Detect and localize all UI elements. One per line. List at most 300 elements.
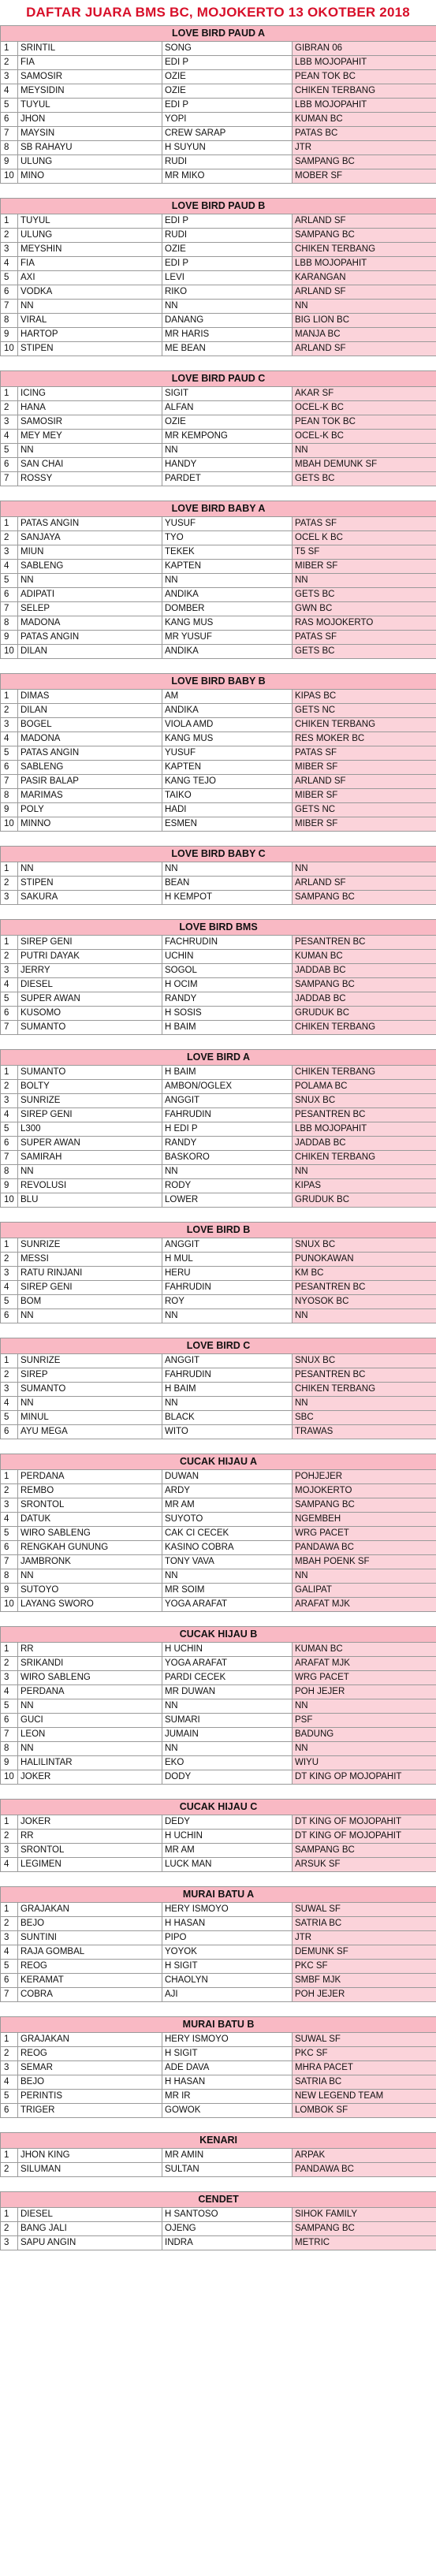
rank-cell: 6 [1, 588, 18, 602]
bird-name-cell: NN [18, 1397, 162, 1411]
owner-cell: H BAIM [162, 1021, 293, 1035]
bird-name-cell: PASIR BALAP [18, 775, 162, 789]
owner-cell: RIKO [162, 285, 293, 300]
team-cell: MIBER SF [293, 761, 436, 775]
owner-cell: H SOSIS [162, 1007, 293, 1021]
owner-cell: VIOLA AMD [162, 718, 293, 732]
team-cell: PSF [293, 1714, 436, 1728]
bird-name-cell: MEYSIDIN [18, 84, 162, 99]
rank-cell: 6 [1, 1007, 18, 1021]
team-cell: CHIKEN TERBANG [293, 718, 436, 732]
table-row [1, 2163, 436, 2177]
class-title: CUCAK HIJAU C [1, 1800, 436, 1815]
team-cell: GALIPAT [293, 1584, 436, 1598]
rank-cell: 5 [1, 1295, 18, 1309]
table-row [1, 1728, 436, 1742]
owner-cell: SIGIT [162, 387, 293, 401]
results-table [0, 1799, 436, 1872]
bird-name-cell: DIESEL [18, 978, 162, 992]
owner-cell: ESMEN [162, 817, 293, 832]
rank-cell: 1 [1, 2208, 18, 2222]
team-cell: NN [293, 1742, 436, 1756]
table-row [1, 1397, 436, 1411]
section-gap [0, 1323, 436, 1338]
team-cell: GWN BC [293, 602, 436, 616]
bird-name-cell: NN [18, 1742, 162, 1756]
rank-cell: 2 [1, 1368, 18, 1383]
rank-cell: 7 [1, 775, 18, 789]
table-row [1, 1066, 436, 1080]
team-cell: JTR [293, 1931, 436, 1945]
owner-cell: EDI P [162, 56, 293, 70]
table-row [1, 2033, 436, 2047]
owner-cell: SULTAN [162, 2163, 293, 2177]
table-row [1, 1425, 436, 1439]
rank-cell: 7 [1, 1151, 18, 1165]
rank-cell: 5 [1, 574, 18, 588]
bird-name-cell: GRAJAKAN [18, 2033, 162, 2047]
table-row [1, 214, 436, 229]
team-cell: RES MOKER BC [293, 732, 436, 746]
owner-cell: FACHRUDIN [162, 936, 293, 950]
team-cell: POLAMA BC [293, 1080, 436, 1094]
team-cell: ARPAK [293, 2149, 436, 2163]
rank-cell: 10 [1, 645, 18, 659]
rank-cell: 8 [1, 616, 18, 631]
results-table [0, 1886, 436, 2002]
team-cell: SAMPANG BC [293, 2222, 436, 2236]
bird-name-cell: JHON KING [18, 2149, 162, 2163]
bird-name-cell: BOM [18, 1295, 162, 1309]
bird-name-cell: TRIGER [18, 2104, 162, 2118]
table-row [1, 99, 436, 113]
table-row [1, 1903, 436, 1917]
rank-cell: 10 [1, 1193, 18, 1208]
table-row [1, 718, 436, 732]
results-table [0, 1222, 436, 1323]
rank-cell: 5 [1, 992, 18, 1007]
table-row [1, 746, 436, 761]
table-row [1, 704, 436, 718]
table-row [1, 2208, 436, 2222]
table-row [1, 1484, 436, 1498]
class-title: LOVE BIRD BABY C [1, 847, 436, 862]
rank-cell: 6 [1, 1714, 18, 1728]
team-cell: RAS MOJOKERTO [293, 616, 436, 631]
table-row [1, 1122, 436, 1137]
bird-name-cell: ULUNG [18, 155, 162, 169]
section-gap [0, 2118, 436, 2132]
owner-cell: RUDI [162, 229, 293, 243]
table-row [1, 789, 436, 803]
bird-name-cell: JOKER [18, 1770, 162, 1785]
results-table [0, 1626, 436, 1785]
team-cell: PESANTREN BC [293, 1108, 436, 1122]
table-row [1, 950, 436, 964]
rank-cell: 10 [1, 169, 18, 184]
owner-cell: H HASAN [162, 2075, 293, 2090]
owner-cell: ROY [162, 1295, 293, 1309]
rank-cell: 6 [1, 113, 18, 127]
rank-cell: 9 [1, 1756, 18, 1770]
owner-cell: H HASAN [162, 1917, 293, 1931]
rank-cell: 7 [1, 127, 18, 141]
rank-cell: 2 [1, 1253, 18, 1267]
owner-cell: H UCHIN [162, 1643, 293, 1657]
team-cell: LBB MOJOPAHIT [293, 56, 436, 70]
bird-name-cell: MINNO [18, 817, 162, 832]
table-row [1, 257, 436, 271]
bird-name-cell: COBRA [18, 1988, 162, 2002]
table-row [1, 1498, 436, 1513]
table-row [1, 169, 436, 184]
class-header [1, 2192, 436, 2208]
team-cell: NN [293, 444, 436, 458]
bird-name-cell: ADIPATI [18, 588, 162, 602]
team-cell: NN [293, 1165, 436, 1179]
team-cell: WRG PACET [293, 1527, 436, 1541]
table-row [1, 1742, 436, 1756]
section-gap [0, 659, 436, 673]
table-row [1, 285, 436, 300]
team-cell: OCEL K BC [293, 531, 436, 545]
owner-cell: DEDY [162, 1815, 293, 1830]
owner-cell: H BAIM [162, 1383, 293, 1397]
class-header [1, 1800, 436, 1815]
team-cell: SAMPANG BC [293, 978, 436, 992]
rank-cell: 10 [1, 342, 18, 356]
owner-cell: OZIE [162, 243, 293, 257]
table-row [1, 1165, 436, 1179]
owner-cell: KAPTEN [162, 761, 293, 775]
bird-name-cell: NN [18, 574, 162, 588]
team-cell: BIG LION BC [293, 314, 436, 328]
rank-cell: 4 [1, 1945, 18, 1960]
team-cell: PATAS BC [293, 127, 436, 141]
table-row [1, 690, 436, 704]
rank-cell: 9 [1, 328, 18, 342]
team-cell: PANDAWA BC [293, 2163, 436, 2177]
rank-cell: 3 [1, 1931, 18, 1945]
bird-name-cell: SIREP GENI [18, 1108, 162, 1122]
bird-name-cell: BOGEL [18, 718, 162, 732]
rank-cell: 2 [1, 1484, 18, 1498]
class-title: KENARI [1, 2133, 436, 2149]
team-cell: POH JEJER [293, 1988, 436, 2002]
table-row [1, 936, 436, 950]
owner-cell: EDI P [162, 99, 293, 113]
rank-cell: 3 [1, 2061, 18, 2075]
rank-cell: 1 [1, 2033, 18, 2047]
table-row [1, 1815, 436, 1830]
owner-cell: H UCHIN [162, 1830, 293, 1844]
table-row [1, 1988, 436, 2002]
rank-cell: 9 [1, 1584, 18, 1598]
bird-name-cell: MADONA [18, 732, 162, 746]
table-row [1, 1945, 436, 1960]
bird-name-cell: NN [18, 862, 162, 877]
bird-name-cell: RENGKAH GUNUNG [18, 1541, 162, 1555]
owner-cell: H MUL [162, 1253, 293, 1267]
bird-name-cell: SIREP GENI [18, 936, 162, 950]
bird-name-cell: SUTOYO [18, 1584, 162, 1598]
bird-name-cell: SABLENG [18, 761, 162, 775]
table-row [1, 229, 436, 243]
owner-cell: MR HARIS [162, 328, 293, 342]
rank-cell: 4 [1, 732, 18, 746]
bird-name-cell: SAMIRAH [18, 1151, 162, 1165]
team-cell: SBC [293, 1411, 436, 1425]
table-row [1, 42, 436, 56]
team-cell: KIPAS [293, 1179, 436, 1193]
bird-name-cell: NN [18, 444, 162, 458]
owner-cell: H SIGIT [162, 1960, 293, 1974]
bird-name-cell: MINO [18, 169, 162, 184]
page-title: DAFTAR JUARA BMS BC, MOJOKERTO 13 OKOTBER 2018 [26, 5, 410, 20]
section-gap [0, 184, 436, 198]
table-row [1, 645, 436, 659]
class-header [1, 1050, 436, 1066]
team-cell: ARLAND SF [293, 877, 436, 891]
owner-cell: SUYOTO [162, 1513, 293, 1527]
table-row [1, 545, 436, 560]
owner-cell: AM [162, 690, 293, 704]
class-header [1, 26, 436, 42]
owner-cell: DOMBER [162, 602, 293, 616]
class-header [1, 2133, 436, 2149]
rank-cell: 1 [1, 936, 18, 950]
rank-cell: 6 [1, 1425, 18, 1439]
owner-cell: NN [162, 1309, 293, 1323]
rank-cell: 2 [1, 1657, 18, 1671]
owner-cell: BEAN [162, 877, 293, 891]
rank-cell: 3 [1, 545, 18, 560]
rank-cell: 2 [1, 1080, 18, 1094]
team-cell: ARLAND SF [293, 342, 436, 356]
table-row [1, 862, 436, 877]
bird-name-cell: BEJO [18, 2075, 162, 2090]
rank-cell: 4 [1, 1108, 18, 1122]
results-table [0, 1338, 436, 1439]
team-cell: NN [293, 1397, 436, 1411]
table-row [1, 531, 436, 545]
bird-name-cell: DILAN [18, 704, 162, 718]
table-row [1, 1931, 436, 1945]
table-row [1, 732, 436, 746]
owner-cell: YUSUF [162, 746, 293, 761]
owner-cell: YOGA ARAFAT [162, 1598, 293, 1612]
bird-name-cell: NN [18, 300, 162, 314]
table-row [1, 631, 436, 645]
rank-cell: 3 [1, 1498, 18, 1513]
table-row [1, 1770, 436, 1785]
team-cell: MOJOKERTO [293, 1484, 436, 1498]
table-row [1, 458, 436, 472]
rank-cell: 2 [1, 877, 18, 891]
class-header [1, 920, 436, 936]
bird-name-cell: MEY MEY [18, 430, 162, 444]
rank-cell: 3 [1, 1844, 18, 1858]
bird-name-cell: SRINTIL [18, 42, 162, 56]
table-row [1, 2061, 436, 2075]
team-cell: ARLAND SF [293, 214, 436, 229]
class-header [1, 501, 436, 517]
class-title: CUCAK HIJAU A [1, 1454, 436, 1470]
bird-name-cell: RAJA GOMBAL [18, 1945, 162, 1960]
team-cell: KUMAN BC [293, 113, 436, 127]
rank-cell: 5 [1, 99, 18, 113]
owner-cell: OZIE [162, 70, 293, 84]
team-cell: NN [293, 1569, 436, 1584]
team-cell: MIBER SF [293, 789, 436, 803]
owner-cell: H EDI P [162, 1122, 293, 1137]
team-cell: MOBER SF [293, 169, 436, 184]
class-header [1, 1627, 436, 1643]
bird-name-cell: NN [18, 1569, 162, 1584]
bird-name-cell: SUNRIZE [18, 1238, 162, 1253]
owner-cell: HERU [162, 1267, 293, 1281]
rank-cell: 6 [1, 2104, 18, 2118]
team-cell: WIYU [293, 1756, 436, 1770]
class-title: LOVE BIRD BMS [1, 920, 436, 936]
bird-name-cell: PERINTIS [18, 2090, 162, 2104]
team-cell: T5 SF [293, 545, 436, 560]
table-row [1, 1756, 436, 1770]
team-cell: ARAFAT MJK [293, 1657, 436, 1671]
rank-cell: 5 [1, 1699, 18, 1714]
bird-name-cell: BEJO [18, 1917, 162, 1931]
bird-name-cell: VODKA [18, 285, 162, 300]
team-cell: SNUX BC [293, 1354, 436, 1368]
table-row [1, 1830, 436, 1844]
table-row [1, 2075, 436, 2090]
table-row [1, 401, 436, 415]
owner-cell: LOWER [162, 1193, 293, 1208]
class-header [1, 1223, 436, 1238]
rank-cell: 7 [1, 1728, 18, 1742]
table-row [1, 1368, 436, 1383]
bird-name-cell: DATUK [18, 1513, 162, 1527]
results-table [0, 501, 436, 659]
rank-cell: 4 [1, 978, 18, 992]
team-cell: MBAH POENK SF [293, 1555, 436, 1569]
bird-name-cell: SUMANTO [18, 1383, 162, 1397]
rank-cell: 1 [1, 387, 18, 401]
owner-cell: NN [162, 574, 293, 588]
team-cell: JADDAB BC [293, 1137, 436, 1151]
table-row [1, 2104, 436, 2118]
owner-cell: ARDY [162, 1484, 293, 1498]
bird-name-cell: HALILINTAR [18, 1756, 162, 1770]
rank-cell: 8 [1, 314, 18, 328]
bird-name-cell: PATAS ANGIN [18, 631, 162, 645]
owner-cell: MR KEMPONG [162, 430, 293, 444]
rank-cell: 7 [1, 602, 18, 616]
rank-cell: 6 [1, 1309, 18, 1323]
bird-name-cell: HANA [18, 401, 162, 415]
table-row [1, 1151, 436, 1165]
section-gap [0, 1785, 436, 1799]
table-row [1, 560, 436, 574]
bird-name-cell: ICING [18, 387, 162, 401]
class-title: LOVE BIRD BABY A [1, 501, 436, 517]
bird-name-cell: SAKURA [18, 891, 162, 905]
rank-cell: 3 [1, 891, 18, 905]
table-row [1, 1699, 436, 1714]
results-table [0, 846, 436, 905]
owner-cell: BLACK [162, 1411, 293, 1425]
rank-cell: 3 [1, 1094, 18, 1108]
rank-cell: 3 [1, 70, 18, 84]
rank-cell: 3 [1, 964, 18, 978]
bird-name-cell: SUNRIZE [18, 1354, 162, 1368]
rank-cell: 2 [1, 56, 18, 70]
team-cell: LOMBOK SF [293, 2104, 436, 2118]
owner-cell: HERY ISMOYO [162, 2033, 293, 2047]
team-cell: SAMPANG BC [293, 1498, 436, 1513]
table-row [1, 328, 436, 342]
owner-cell: SUMARI [162, 1714, 293, 1728]
owner-cell: RUDI [162, 155, 293, 169]
owner-cell: RANDY [162, 992, 293, 1007]
class-header [1, 199, 436, 214]
owner-cell: KANG TEJO [162, 775, 293, 789]
table-row [1, 1267, 436, 1281]
team-cell: PKC SF [293, 1960, 436, 1974]
rank-cell: 4 [1, 430, 18, 444]
owner-cell: JUMAIN [162, 1728, 293, 1742]
owner-cell: CHAOLYN [162, 1974, 293, 1988]
team-cell: LBB MOJOPAHIT [293, 257, 436, 271]
bird-name-cell: MESSI [18, 1253, 162, 1267]
owner-cell: NN [162, 300, 293, 314]
bird-name-cell: MADONA [18, 616, 162, 631]
bird-name-cell: PUTRI DAYAK [18, 950, 162, 964]
team-cell: PATAS SF [293, 517, 436, 531]
rank-cell: 7 [1, 300, 18, 314]
team-cell: JADDAB BC [293, 992, 436, 1007]
owner-cell: ALFAN [162, 401, 293, 415]
table-row [1, 1295, 436, 1309]
rank-cell: 6 [1, 458, 18, 472]
rank-cell: 8 [1, 1569, 18, 1584]
owner-cell: H OCIM [162, 978, 293, 992]
rank-cell: 2 [1, 2222, 18, 2236]
rank-cell: 1 [1, 1354, 18, 1368]
owner-cell: LUCK MAN [162, 1858, 293, 1872]
table-row [1, 430, 436, 444]
bird-name-cell: JAMBRONK [18, 1555, 162, 1569]
rank-cell: 8 [1, 1165, 18, 1179]
team-cell: LBB MOJOPAHIT [293, 1122, 436, 1137]
table-row [1, 1527, 436, 1541]
rank-cell: 1 [1, 862, 18, 877]
team-cell: METRIC [293, 2236, 436, 2250]
team-cell: SATRIA BC [293, 2075, 436, 2090]
team-cell: NYOSOK BC [293, 1295, 436, 1309]
rank-cell: 5 [1, 1411, 18, 1425]
section-gap [0, 2177, 436, 2191]
table-row [1, 1021, 436, 1035]
team-cell: PANDAWA BC [293, 1541, 436, 1555]
table-row [1, 1193, 436, 1208]
team-cell: MIBER SF [293, 560, 436, 574]
bird-name-cell: BLU [18, 1193, 162, 1208]
rank-cell: 8 [1, 1742, 18, 1756]
owner-cell: DUWAN [162, 1470, 293, 1484]
table-row [1, 342, 436, 356]
owner-cell: KASINO COBRA [162, 1541, 293, 1555]
